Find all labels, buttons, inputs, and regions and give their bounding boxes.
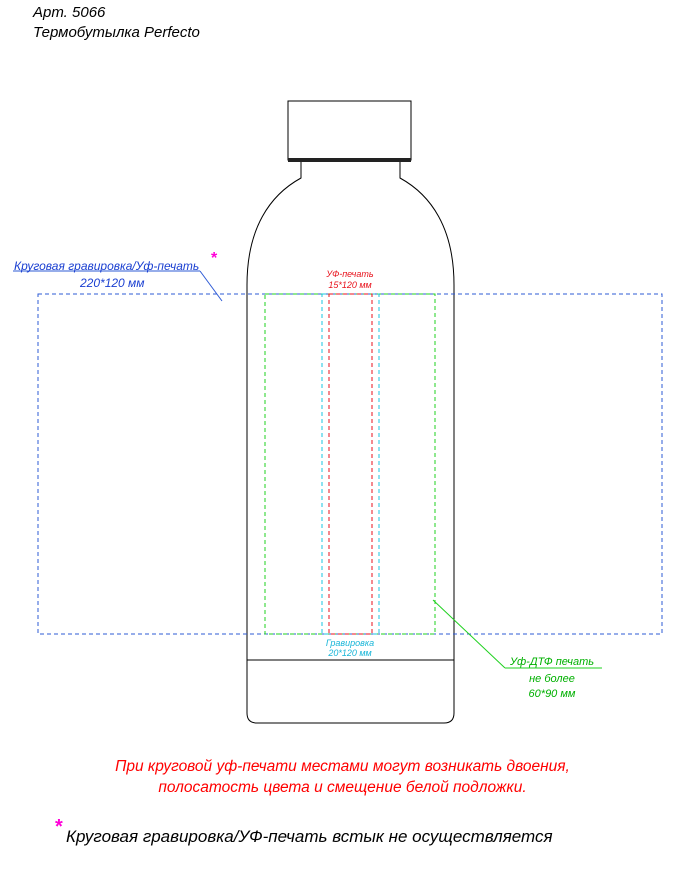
- article-number: Арт. 5066: [33, 4, 106, 21]
- circular-area-title: [14, 259, 199, 273]
- uv-area-size: 15*120 мм: [328, 280, 372, 290]
- footnote-text: Круговая гравировка/УФ-печать встык не осуществляется: [66, 827, 553, 846]
- circular-area-size: 220*120 мм: [80, 276, 145, 290]
- circular-area-title-text: Круговая гравировка/Уф-печать: [14, 259, 200, 273]
- bottle-cap: [288, 101, 411, 160]
- cap-ring: [288, 158, 411, 162]
- warning-line-2: полосатость цвета и смещение белой подложки.: [158, 779, 527, 796]
- circular-asterisk: *: [211, 250, 218, 267]
- footnote-asterisk: *: [55, 816, 63, 838]
- circular-print-area: [38, 294, 662, 634]
- dtf-area-size: 60*90 мм: [528, 688, 576, 700]
- engraving-area: [322, 294, 379, 634]
- uv-print-area: [329, 294, 372, 634]
- uv-area-title: УФ-печать: [326, 269, 374, 279]
- engraving-area-title: Гравировка: [325, 638, 375, 648]
- dtf-print-area: [265, 294, 435, 634]
- dtf-area-title: Уф-ДТФ печать: [509, 656, 595, 668]
- circular-leader-line: [200, 271, 222, 301]
- product-name: Термобутылка Perfecto: [33, 24, 200, 41]
- engraving-area-size: 20*120 мм: [328, 648, 372, 658]
- warning-line-1: При круговой уф-печати местами могут возникать двоения,: [115, 758, 570, 775]
- dtf-area-limit: не более: [529, 673, 575, 685]
